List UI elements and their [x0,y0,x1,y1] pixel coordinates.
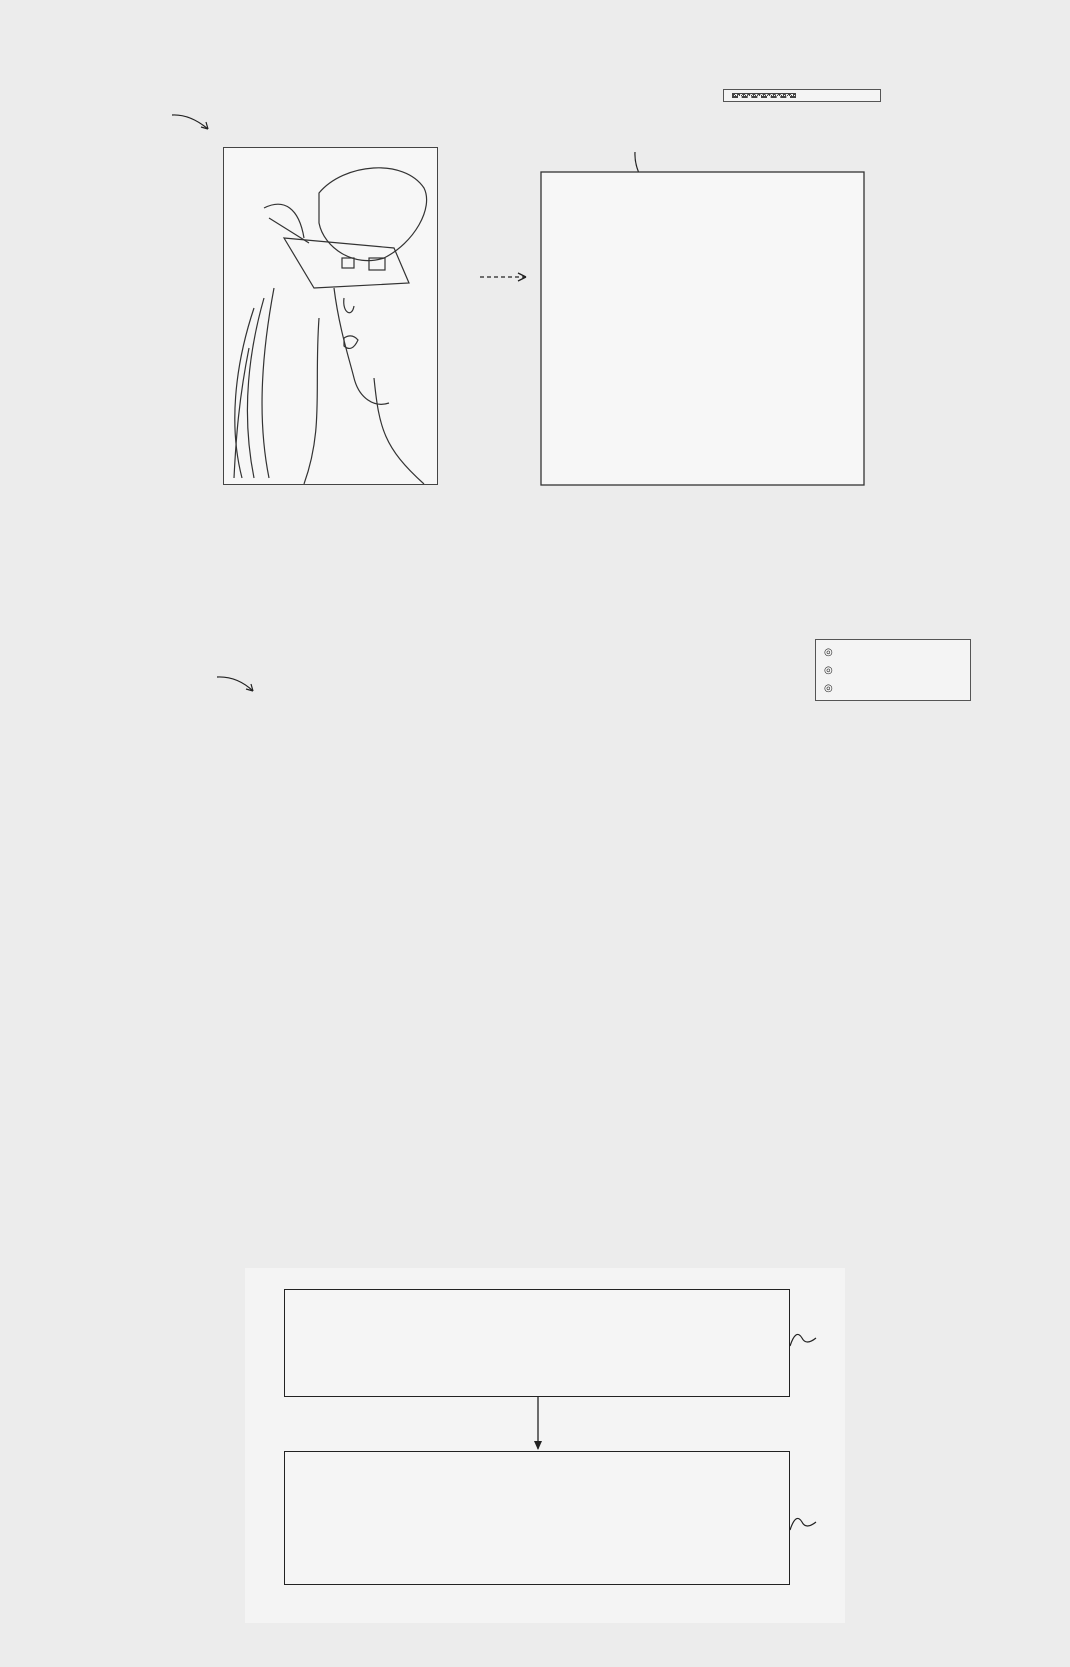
keypoint-legend [815,639,971,701]
flow-step-504 [284,1289,790,1397]
expression-labels [194,722,956,760]
ref-419-arrow [215,672,260,697]
hmd-user-drawing [224,148,437,484]
plot-area [541,172,864,485]
ref-400-arrow [170,110,215,135]
keypoint-sets [190,1078,960,1198]
hmd-expression-row [194,760,956,895]
output-persona-row [194,904,956,1038]
ref-504-leader [788,1326,818,1356]
s-parameter-chart [500,160,900,510]
legend-lip-keypoints: ◎ [824,665,833,676]
flow-arrow [530,1397,546,1451]
fig-4a-headset-illustration [223,147,438,485]
legend-cheek-keypoints: ◎ [824,647,833,658]
legend-tongue-keypoint: ◎ [824,683,833,694]
flow-step-506 [284,1451,790,1585]
legend-item-s21-mag [732,96,872,98]
fig-4a-legend [723,89,881,102]
ref-506-leader [788,1510,818,1540]
